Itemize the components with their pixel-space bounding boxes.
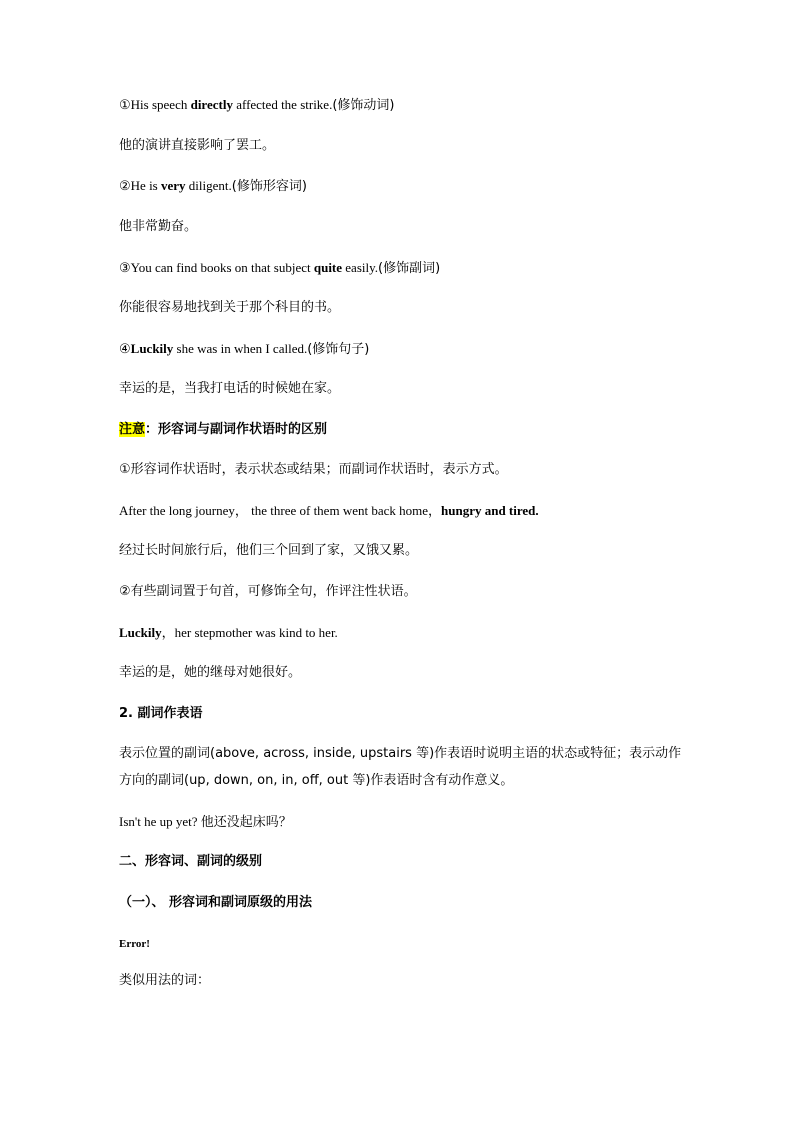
part-2-heading: 二、形容词、副词的级别	[119, 854, 263, 869]
example-text: After the long journey， the three of them went back home，	[119, 503, 442, 518]
example-text: easily.	[342, 260, 379, 275]
example-2-translation: 他非常勤奋。	[119, 219, 198, 234]
example-note: (修饰动词)	[332, 98, 395, 113]
example-number: ④	[119, 341, 131, 356]
rule-1-translation: 经过长时间旅行后，他们三个回到了家，又饿又累。	[119, 543, 419, 558]
rule-2-translation: 幸运的是，她的继母对她很好。	[119, 665, 302, 680]
example-text: You can find books on that subject	[130, 260, 314, 275]
example-2	[119, 178, 307, 195]
rule-1-example	[119, 503, 539, 519]
example-text: He is	[130, 178, 161, 193]
example-keyword: directly	[190, 97, 233, 112]
section-2-paragraph-line-2: 方向的副词(up, down, on, in, off, out 等)作表语时含有动作意义。	[119, 773, 514, 788]
example-keyword: very	[161, 178, 186, 193]
example-text: affected the strike.	[232, 97, 333, 112]
error-text: Error!	[119, 938, 150, 950]
example-4	[119, 341, 369, 358]
example-3-translation: 你能很容易地找到关于那个科目的书。	[119, 300, 341, 315]
example-1-translation: 他的演讲直接影响了罢工。	[119, 138, 276, 153]
note-highlight: 注意	[119, 422, 146, 437]
rule-2-example	[119, 625, 338, 641]
example-note: (修饰副词)	[378, 261, 441, 276]
example-text: ，her stepmother was kind to her.	[161, 625, 338, 640]
example-keyword: Luckily	[119, 625, 162, 640]
example-text: she was in when I called.	[173, 341, 308, 356]
example-text: His speech	[130, 97, 191, 112]
example-1	[119, 97, 395, 114]
note-heading	[119, 422, 327, 438]
section-2-paragraph-line-1: 表示位置的副词(above, across, inside, upstairs 等)作表语时说明主语的状态或特征；表示动作	[119, 746, 682, 761]
example-number: ③	[119, 260, 131, 275]
section-2-example: Isn't he up yet? 他还没起床吗？	[119, 814, 292, 829]
example-note: (修饰句子)	[307, 342, 370, 357]
example-note: (修饰形容词)	[231, 179, 307, 194]
example-number: ①	[119, 97, 131, 112]
example-keyword: quite	[313, 260, 343, 275]
example-keyword: Luckily	[130, 341, 174, 356]
note-heading-text: ：形容词与副词作状语时的区别	[145, 422, 328, 437]
example-keyword: hungry and tired.	[441, 503, 539, 518]
example-4-translation: 幸运的是，当我打电话的时候她在家。	[119, 381, 341, 396]
rule-2: ②有些副词置于句首，可修饰全句，作评注性状语。	[119, 584, 417, 599]
rule-1: ①形容词作状语时，表示状态或结果；而副词作状语时，表示方式。	[119, 462, 508, 477]
section-2-heading: 2. 副词作表语	[119, 706, 203, 721]
subsection-1-heading: （一）、 形容词和副词原级的用法	[119, 895, 313, 910]
similar-words-label: 类似用法的词：	[119, 973, 211, 988]
example-text: diligent.	[185, 178, 232, 193]
example-3	[119, 260, 440, 277]
example-number: ②	[119, 178, 131, 193]
